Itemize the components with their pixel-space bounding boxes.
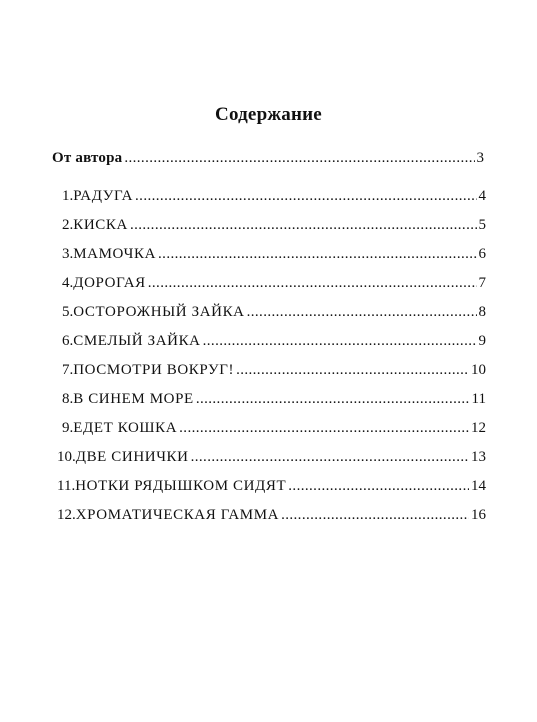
dot-leader [130, 216, 477, 234]
toc-entry-label: ДОРОГАЯ [73, 275, 146, 291]
dot-leader [135, 187, 476, 205]
toc-entry-number: 1. [62, 188, 74, 204]
toc-entry-number: 5. [62, 304, 74, 320]
toc-entry-label: СМЕЛЫЙ ЗАЙКА [73, 333, 201, 349]
toc-entry-label: РАДУГА [73, 188, 134, 204]
dot-leader [281, 506, 469, 524]
toc-entry-number: 6. [62, 333, 74, 349]
toc-entry-page: 10 [471, 362, 486, 378]
page-title: Содержание [215, 104, 322, 125]
toc-entry-number: 4. [62, 275, 74, 291]
toc-entry-page: 11 [471, 391, 486, 407]
toc-entry [57, 506, 486, 524]
toc-entry-label: НОТКИ РЯДЫШКОМ СИДЯТ [75, 478, 287, 494]
toc-entry [62, 419, 486, 437]
toc-entry-page: 3 [476, 150, 484, 166]
toc-entry-number: 2. [62, 217, 74, 233]
toc-entry-label: ОСТОРОЖНЫЙ ЗАЙКА [73, 304, 245, 320]
toc-entry [62, 303, 486, 321]
dot-leader [158, 245, 476, 263]
toc-entry-page: 9 [478, 333, 486, 349]
toc-entry [62, 245, 486, 263]
toc-entry-page: 12 [471, 420, 486, 436]
toc-entry [62, 274, 486, 292]
toc-entry-number: 7. [62, 362, 74, 378]
toc-entry-label: ПОСМОТРИ ВОКРУГ! [73, 362, 235, 378]
toc-entry [62, 216, 486, 234]
toc-entry-page: 5 [478, 217, 486, 233]
toc-entry-number: 10. [57, 449, 76, 465]
toc-entry-number: 9. [62, 420, 74, 436]
toc-entry-number: 3. [62, 246, 74, 262]
dot-leader [196, 390, 470, 408]
toc-entry-label: От автора [52, 150, 123, 166]
toc-entry-number: 12. [57, 507, 76, 523]
dot-leader [191, 448, 469, 466]
dot-leader [179, 419, 469, 437]
toc-entry-page: 8 [478, 304, 486, 320]
toc-entry-label: ЕДЕТ КОШКА [73, 420, 178, 436]
toc-entry-number: 11. [57, 478, 76, 494]
toc-entry-page: 16 [471, 507, 486, 523]
toc-entry-author [52, 149, 484, 167]
toc-entry [57, 448, 486, 466]
toc-entry-label: КИСКА [73, 217, 128, 233]
toc-entry-label: ДВЕ СИНИЧКИ [75, 449, 189, 465]
toc-entry [57, 477, 486, 495]
toc-entry [62, 390, 486, 408]
toc-entry-number: 8. [62, 391, 74, 407]
toc-entry-page: 4 [478, 188, 486, 204]
dot-leader [236, 361, 469, 379]
toc-entry-label: МАМОЧКА [73, 246, 157, 262]
toc-entry-label: ХРОМАТИЧЕСКАЯ ГАММА [75, 507, 280, 523]
dot-leader [124, 149, 474, 167]
toc-entry [62, 361, 486, 379]
toc-entry-page: 7 [478, 275, 486, 291]
toc-entry [62, 332, 486, 350]
toc-entry [62, 187, 486, 205]
dot-leader [247, 303, 477, 321]
dot-leader [203, 332, 477, 350]
dot-leader [288, 477, 469, 495]
toc-entry-page: 6 [478, 246, 486, 262]
toc-entry-page: 13 [471, 449, 486, 465]
toc-entry-label: В СИНЕМ МОРЕ [73, 391, 194, 407]
toc-entry-page: 14 [471, 478, 486, 494]
dot-leader [148, 274, 477, 292]
